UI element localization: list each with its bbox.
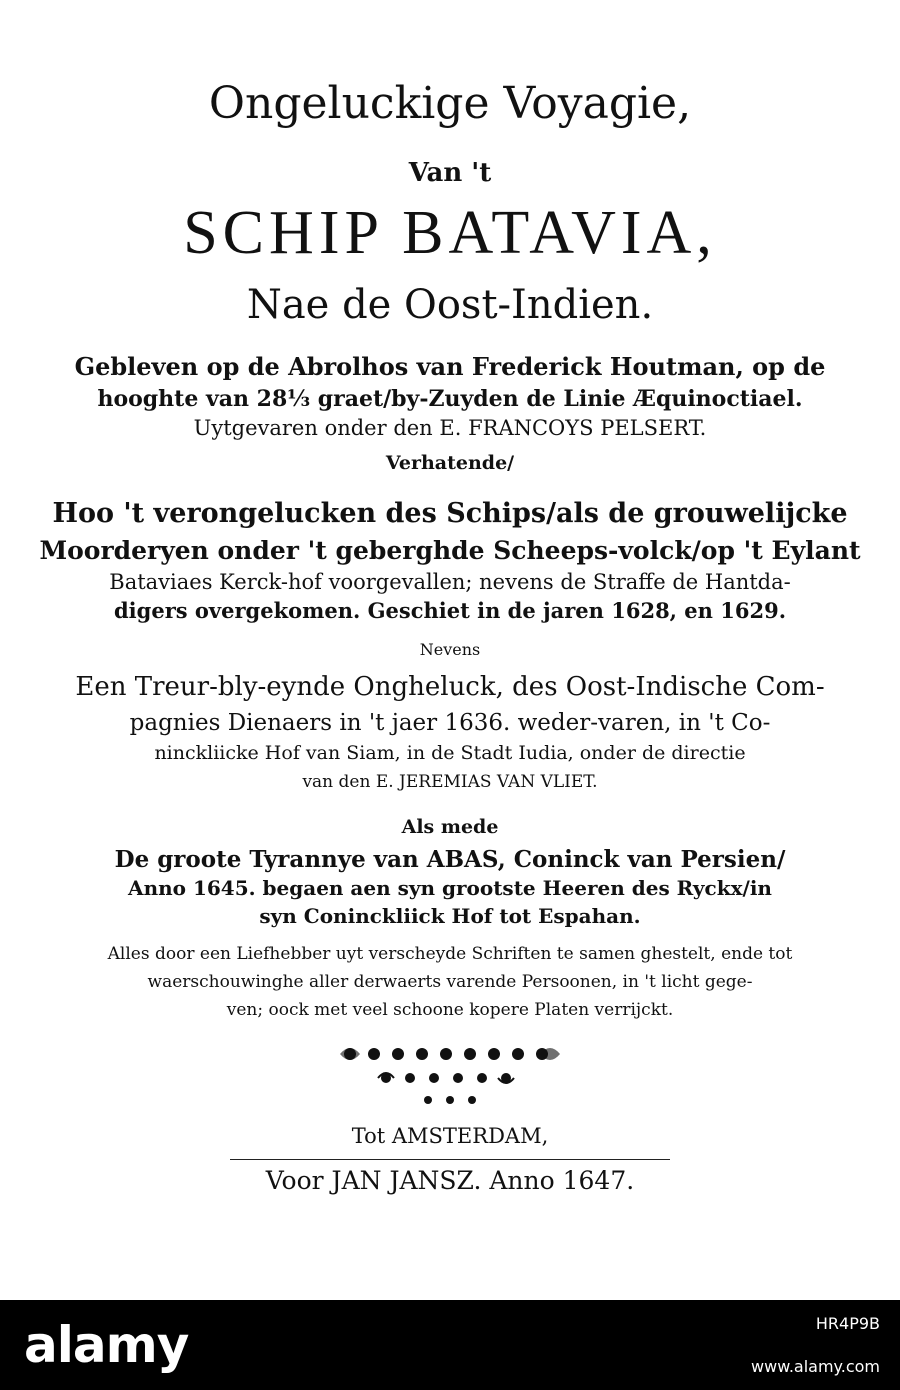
third-account-line-1: De groote Tyrannye van ABAS, Coninck van Persien/ — [114, 846, 786, 873]
als-mede-heading: Als mede — [401, 816, 499, 838]
closing-line-2: waerschouwinghe aller derwaerts varende Persoonen, in 't licht gege- — [147, 972, 753, 992]
description-line-3: Uytgevaren onder den E. FRANCOYS PELSERT. — [193, 416, 707, 440]
imprint-divider — [230, 1159, 670, 1160]
closing-line-3: ven; oock met veel schoone kopere Platen verrijckt. — [226, 1000, 674, 1020]
watermark-url: www.alamy.com — [751, 1357, 880, 1376]
third-account-line-3: syn Coninckliick Hof tot Espahan. — [259, 904, 641, 928]
imprint-place: Tot AMSTERDAM, — [351, 1124, 549, 1148]
story-line-2: Moorderyen onder 't geberghde Scheeps-volck/op 't Eylant — [39, 536, 861, 565]
imprint-printer: Voor JAN JANSZ. Anno 1647. — [265, 1166, 635, 1195]
title-vant: Van 't — [408, 158, 492, 188]
title-ship-name: SCHIP BATAVIA, — [183, 199, 717, 267]
nevens-heading: Nevens — [419, 640, 481, 659]
second-account-line-4: van den E. JEREMIAS VAN VLIET. — [302, 772, 598, 792]
title-destination: Nae de Oost-Indien. — [246, 282, 654, 328]
alamy-logo: alamy — [24, 1316, 189, 1374]
second-account-line-2: pagnies Dienaers in 't jaer 1636. weder-varen, in 't Co- — [129, 710, 771, 736]
description-line-2: hooghte van 28⅓ graet/by-Zuyden de Linie Æquinoctiael. — [97, 386, 803, 412]
story-line-3: Bataviaes Kerck-hof voorgevallen; nevens de Straffe de Hantda- — [109, 570, 791, 594]
story-line-4: digers overgekomen. Geschiet in de jaren 1628, en 1629. — [113, 598, 787, 623]
watermark-footer — [0, 1300, 900, 1390]
second-account-line-3: ninckliicke Hof van Siam, in de Stadt Iudia, onder de directie — [154, 742, 746, 764]
description-line-1: Gebleven op de Abrolhos van Frederick Houtman, op de — [74, 352, 826, 381]
closing-line-1: Alles door een Liefhebber uyt verscheyde Schriften te samen ghestelt, ende tot — [107, 944, 793, 964]
third-account-line-2: Anno 1645. begaen aen syn grootste Heeren des Ryckx/in — [128, 876, 772, 900]
story-line-1: Hoo 't verongelucken des Schips/als de grouwelijcke — [52, 498, 848, 529]
second-account-line-1: Een Treur-bly-eynde Ongheluck, des Oost-Indische Com- — [75, 672, 825, 702]
verhatende-heading: Verhatende/ — [385, 452, 515, 474]
image-id: HR4P9B — [815, 1314, 880, 1333]
printers-ornament-icon — [330, 1040, 570, 1110]
title-line-1: Ongeluckige Voyagie, — [208, 78, 692, 129]
